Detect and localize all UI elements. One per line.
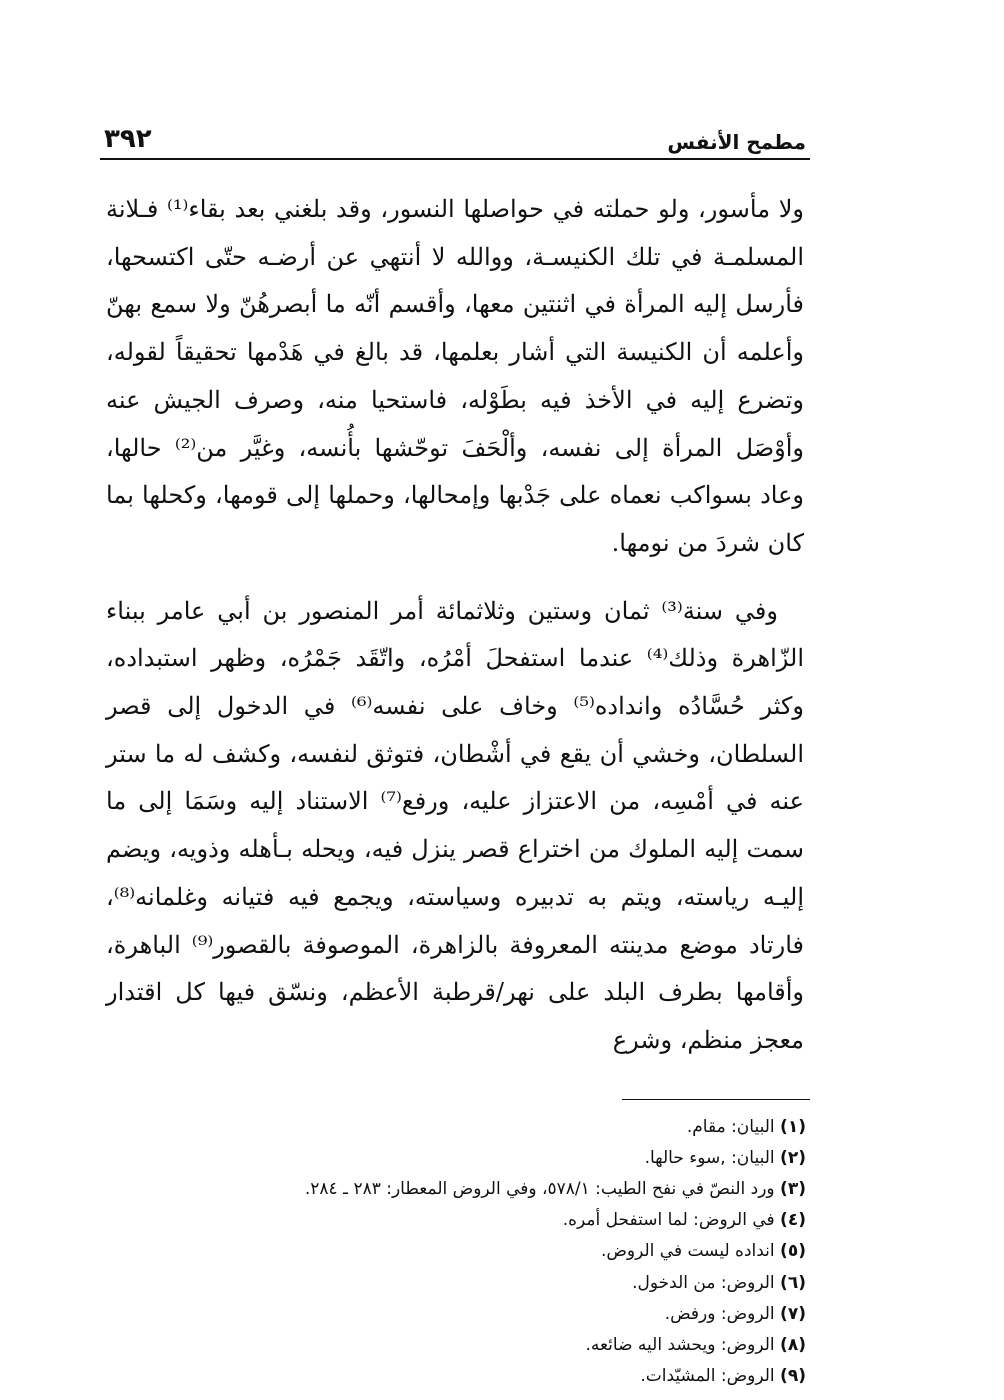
footnote bbox=[100, 1236, 806, 1267]
book-page bbox=[100, 118, 810, 1392]
footnote-number: (٤) bbox=[780, 1210, 806, 1231]
footnote bbox=[100, 1205, 806, 1236]
footnote-number: (٢) bbox=[780, 1147, 806, 1168]
footnote-text: البيان: ,سوء حالها. bbox=[644, 1147, 775, 1168]
footnote bbox=[100, 1174, 806, 1205]
footnote-number: (٥) bbox=[780, 1241, 806, 1262]
footnote bbox=[100, 1268, 806, 1299]
footnote-number: (١) bbox=[780, 1116, 806, 1137]
footnotes bbox=[100, 1112, 810, 1393]
footnote-text: انداده ليست في الروض. bbox=[600, 1241, 775, 1262]
paragraph: وفي سنة⁽³⁾ ثمان وستين وثلاثمائة أمر المنصور بن أبي عامر ببناء الزّاهرة وذلك⁽⁴⁾ عندما استفحلَ أمْرُه، واتّقَد جَمْرُه، وظهر استبداده، وكثر حُسَّادُه وانداده⁽⁵⁾ وخاف على نفسه⁽⁶⁾ في الدخول إلى قصر السلطان، وخشي أن يقع في أشْطان، فتوثق لنفسه، وكشف له ما ستر عنه في أمْسِه، من الاعتزاز عليه، ورفع⁽⁷⁾ الاستناد إليه وسَمَا إلى ما سمت إليه الملوك من اختراع قصر ينزل فيه، ويحله بـأهله وذويه، ويضم إليـه رياسته، ويتم به تدبيره وسياسته، ويجمع فيه فتيانه وغلمانه⁽⁸⁾، فارتاد موضع مدينته المعروفة بالزاهرة، الموصوفة بالقصور⁽⁹⁾ الباهرة، وأقامها بطرف البلد على نهر/قرطبة الأعظم، ونسّق فيها كل اقتدار معجز منظم، وشرع bbox=[106, 596, 805, 1054]
footnote-text: ورد النصّ في نفح الطيب: ٥٧٨/١، وفي الروض المعطار: ٢٨٣ ـ ٢٨٤. bbox=[304, 1179, 775, 1200]
paragraph: ولا مأسور، ولو حملته في حواصلها النسور، وقد بلغني بعد بقاء⁽¹⁾ فـلانة المسلمـة في تلك الكنيسـة، ووالله لا أنتهي عن أرضـه حتّى اكتسحها، فأرسل إليه المرأة في اثنتين معها، وأقسم أنّه ما أبصرهُنّ ولا سمع بهنّ وأعلمه أن الكنيسة التي أشار بعلمها، قد بالغ في هَدْمها تحقيقاً لقوله، وتضرع إليه في الأخذ فيه بطَوْله، فاستحيا منه، وصرف الجيش عنه وأوْصَل المرأة إلى نفسه، وألْحَفَ توحّشها بأُنسه، وغيَّر من⁽²⁾ حالها، وعاد بسواكب نعماه على جَدْبها وإمحالها، وحملها إلى قومها، وكحلها بما كان شردَ من نومها. bbox=[106, 195, 805, 557]
page-number: ٣٩٢ bbox=[104, 124, 152, 154]
footnote-separator bbox=[622, 1099, 810, 1100]
footnote-number: (٨) bbox=[780, 1335, 806, 1356]
footnote bbox=[100, 1143, 806, 1174]
page-header bbox=[100, 118, 810, 154]
footnote-text: في الروض: لما استفحل أمره. bbox=[562, 1210, 775, 1231]
running-title: مطمح الأنفس bbox=[667, 130, 806, 154]
footnote bbox=[100, 1330, 806, 1361]
footnote bbox=[100, 1361, 806, 1392]
main-text bbox=[100, 186, 810, 1065]
footnote-text: الروض: من الدخول. bbox=[632, 1272, 775, 1293]
footnote-text: البيان: مقام. bbox=[686, 1116, 775, 1137]
footnote-number: (٩) bbox=[780, 1366, 806, 1387]
header-rule bbox=[100, 158, 810, 160]
footnote-text: الروض: المشيّدات. bbox=[640, 1366, 775, 1387]
footnote-number: (٣) bbox=[780, 1179, 806, 1200]
footnote bbox=[100, 1299, 806, 1330]
footnote-text: الروض: ويحشد اليه ضائعه. bbox=[585, 1335, 775, 1356]
footnote-number: (٧) bbox=[780, 1303, 806, 1324]
footnote bbox=[100, 1112, 806, 1143]
footnote-number: (٦) bbox=[780, 1272, 806, 1293]
footnote-text: الروض: ورفض. bbox=[664, 1303, 775, 1324]
